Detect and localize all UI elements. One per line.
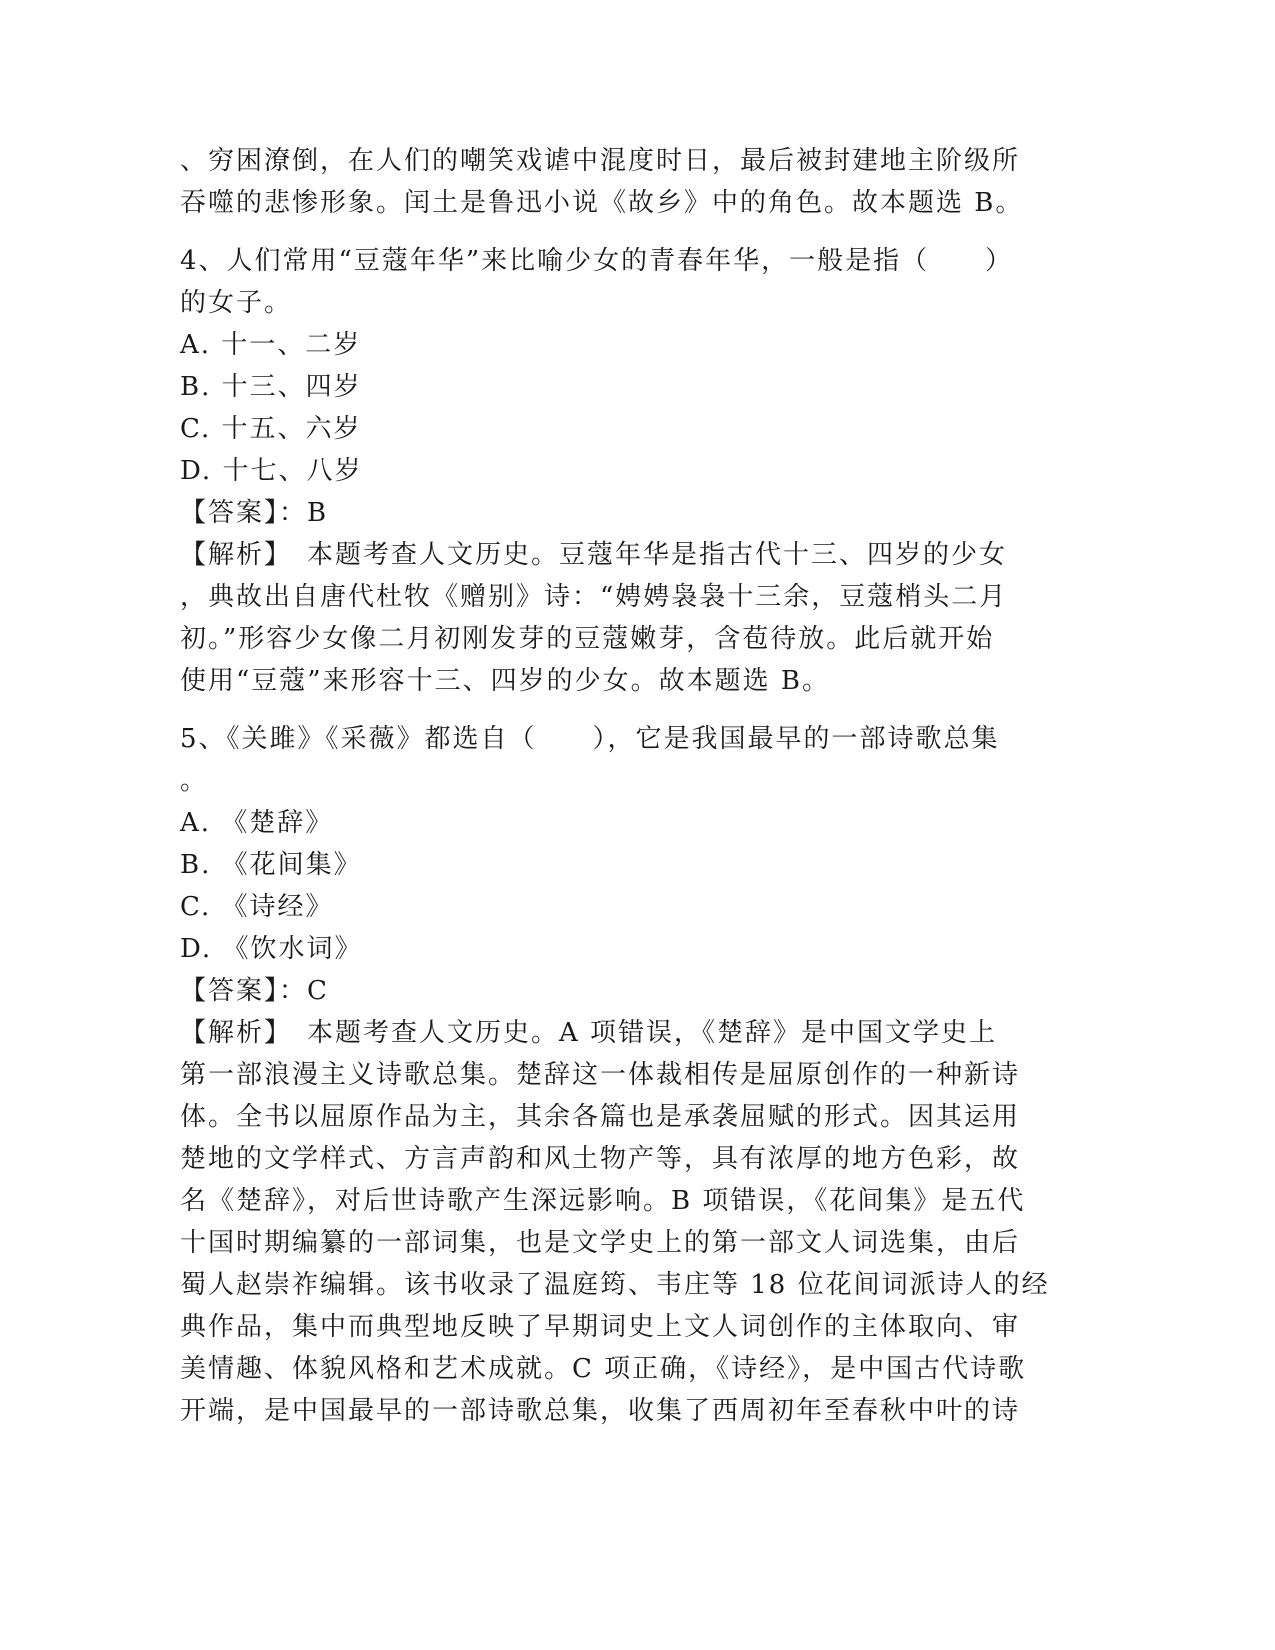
q4-option-c: C. 十五、六岁 xyxy=(180,414,362,444)
q5-analysis-line: 典作品，集中而典型地反映了早期词史上文人词创作的主体取向、审 xyxy=(180,1312,1021,1342)
q5-analysis-line: 开端，是中国最早的一部诗歌总集，收集了西周初年至春秋中叶的诗 xyxy=(180,1396,1021,1426)
q4-analysis-line: ，典故出自唐代杜牧《赠别》诗：“娉娉袅袅十三余，豆蔻梢头二月 xyxy=(180,582,1008,612)
q5-stem: 。 xyxy=(180,766,209,796)
q5-analysis-line: 【解析】 本题考查人文历史。A 项错误，《楚辞》是中国文学史上 xyxy=(180,1018,998,1048)
q5-analysis-line: 体。全书以屈原作品为主，其余各篇也是承袭屈赋的形式。因其运用 xyxy=(180,1102,1021,1132)
document-page xyxy=(180,140,1050,1432)
q5-option-d: D. 《饮水词》 xyxy=(180,934,363,964)
q5-option-b: B. 《花间集》 xyxy=(180,850,362,880)
q4-option-d: D. 十七、八岁 xyxy=(180,456,363,486)
q4-option-a: A. 十一、二岁 xyxy=(180,330,362,360)
q5-option-a: A. 《楚辞》 xyxy=(180,808,334,838)
q5-analysis-line: 名《楚辞》，对后世诗歌产生深远影响。B 项错误，《花间集》是五代 xyxy=(180,1186,1026,1216)
q4-analysis-line: 使用“豆蔻”来形容十三、四岁的少女。故本题选 B。 xyxy=(180,666,830,696)
q4-analysis-line: 初。”形容少女像二月初刚发芽的豆蔻嫩芽，含苞待放。此后就开始 xyxy=(180,624,995,654)
q5-answer: 【答案】：C xyxy=(180,976,329,1006)
q4-stem: 4、人们常用“豆蔻年华”来比喻少女的青春年华，一般是指（ ） xyxy=(180,246,1014,276)
q5-analysis-line: 楚地的文学样式、方言声韵和风土物产等，具有浓厚的地方色彩，故 xyxy=(180,1144,1021,1174)
q4-option-b: B. 十三、四岁 xyxy=(180,372,362,402)
q5-analysis-line: 蜀人赵崇祚编辑。该书收录了温庭筠、韦庄等 18 位花间词派诗人的经 xyxy=(180,1270,1050,1300)
q4-stem: 的女子。 xyxy=(180,288,293,318)
q5-stem: 5、《关雎》《采薇》都选自（ ），它是我国最早的一部诗歌总集 xyxy=(180,724,1000,754)
intro-line: 吞噬的悲惨形象。闰土是鲁迅小说《故乡》中的角色。故本题选 B。 xyxy=(180,188,1024,218)
q5-analysis-line: 美情趣、体貌风格和艺术成就。C 项正确，《诗经》，是中国古代诗歌 xyxy=(180,1354,1027,1384)
q4-answer: 【答案】：B xyxy=(180,498,329,528)
intro-line: 、穷困潦倒，在人们的嘲笑戏谑中混度时日，最后被封建地主阶级所 xyxy=(180,146,1021,176)
q5-option-c: C. 《诗经》 xyxy=(180,892,334,922)
q5-analysis-line: 第一部浪漫主义诗歌总集。楚辞这一体裁相传是屈原创作的一种新诗 xyxy=(180,1060,1021,1090)
q5-analysis-line: 十国时期编纂的一部词集，也是文学史上的第一部文人词选集，由后 xyxy=(180,1228,1021,1258)
q4-analysis-line: 【解析】 本题考查人文历史。豆蔻年华是指古代十三、四岁的少女 xyxy=(180,540,1008,570)
